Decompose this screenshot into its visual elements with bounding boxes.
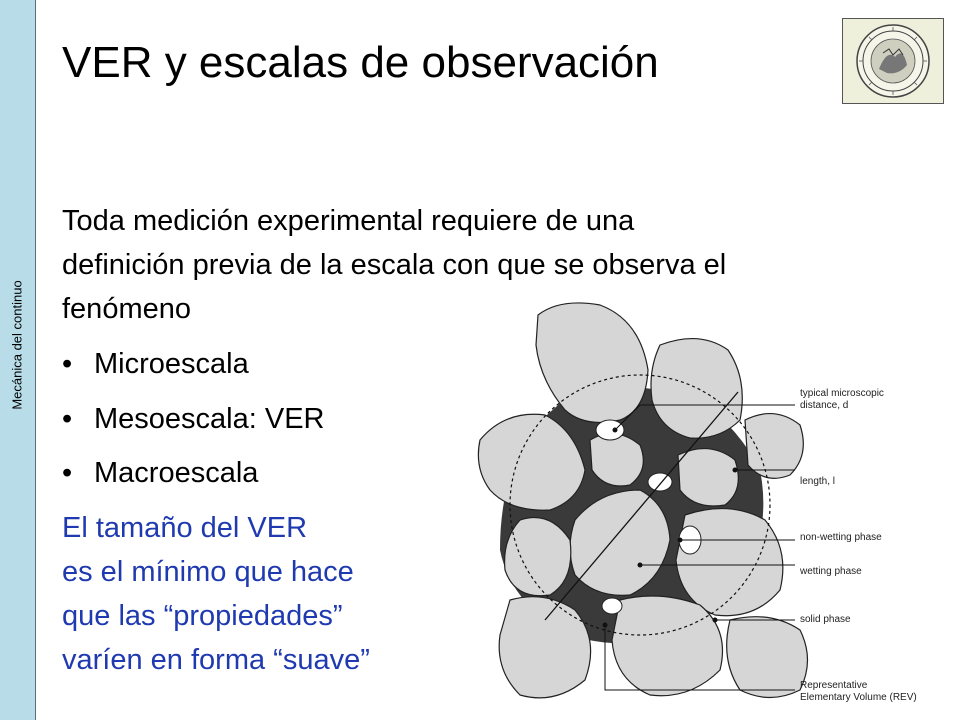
sidebar-label: Mecánica del continuo — [9, 280, 25, 410]
label-non-wetting: non-wetting phase — [800, 532, 882, 543]
label-rev-1: Representative — [800, 680, 868, 691]
label-rev-2: Elementary Volume (REV) — [800, 692, 917, 703]
slide-title: VER y escalas de observación — [62, 38, 659, 87]
bullet-label: Macroescala — [94, 457, 259, 489]
bullet-marker: • — [62, 457, 73, 489]
sidebar — [0, 0, 36, 720]
highlight-line: es el mínimo que hace — [62, 556, 354, 588]
highlight-line: que las “propiedades” — [62, 600, 343, 632]
bullet-label: Mesoescala: VER — [94, 403, 325, 435]
bullet-label: Microescala — [94, 348, 249, 380]
label-length: length, l — [800, 476, 836, 487]
bullet-item-microescala — [62, 348, 249, 381]
highlight-text — [62, 506, 370, 682]
label-distance-1: typical microscopic — [800, 388, 884, 399]
university-seal-icon — [842, 18, 944, 104]
label-distance-2: distance, d — [800, 400, 849, 411]
highlight-line: El tamaño del VER — [62, 512, 308, 544]
bullet-item-macroescala — [62, 457, 258, 490]
bullet-item-mesoescala — [62, 403, 325, 436]
intro-line: definición previa de la escala con que se observa el — [62, 249, 727, 281]
intro-line: fenómeno — [62, 293, 191, 325]
label-solid: solid phase — [800, 614, 851, 625]
bullet-marker: • — [62, 348, 73, 380]
highlight-line: varíen en forma “suave” — [62, 644, 370, 676]
rev-diagram — [470, 290, 960, 720]
label-wetting: wetting phase — [800, 566, 862, 577]
intro-line: Toda medición experimental requiere de una — [62, 205, 635, 237]
bullet-marker: • — [62, 403, 73, 435]
